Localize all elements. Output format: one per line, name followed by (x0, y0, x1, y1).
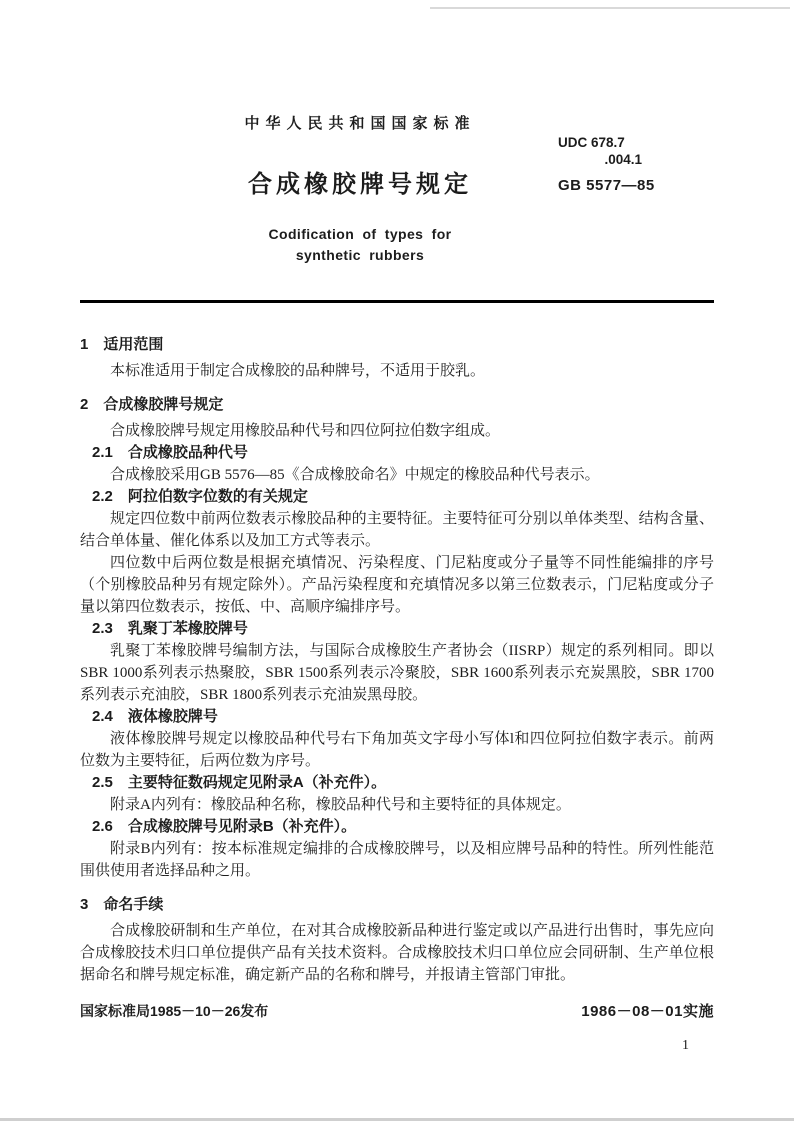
paragraph: 附录A内列有：橡胶品种名称，橡胶品种代号和主要特征的具体规定。 (110, 797, 571, 813)
udc-number-line2: .004.1 (604, 152, 642, 167)
paragraph: 规定四位数中前两位数表示橡胶品种的主要特征。主要特征可分别以单体类型、结构含量、结合单体量、催化体系以及加工方式等表示。 (80, 511, 714, 549)
section-heading: 2.2 阿拉伯数字位数的有关规定 (92, 488, 308, 505)
paragraph: 乳聚丁苯橡胶牌号编制方法，与国际合成橡胶生产者协会（IISRP）规定的系列相同。即以SBR 1000系列表示热聚胶，SBR 1500系列表示冷聚胶，SBR 1600系列表示充炭黑胶，SBR 1700系列表示充油胶，SBR 1800系列表示充油炭黑母胶。 (80, 643, 714, 703)
paragraph: 合成橡胶牌号规定用橡胶品种代号和四位阿拉伯数字组成。 (110, 423, 501, 439)
document-title-english-line2: synthetic rubbers (295, 247, 425, 263)
paragraph: 合成橡胶研制和生产单位，在对其合成橡胶新品种进行鉴定或以产品进行出售时，事先应向合成橡胶技术归口单位提供产品有关技术资料。合成橡胶技术归口单位应会同研制、生产单位根据命名和牌号规定标准，确定新产品的名称和牌号，并报请主管部门审批。 (80, 923, 714, 983)
paragraph: 四位数中后两位数是根据充填情况、污染程度、门尼粘度或分子量等不同性能编排的序号（个别橡胶品种另有规定除外）。产品污染程度和充填情况多以第三位数表示，门尼粘度或分子量以第四位数表示，按低、中、高顺序编排序号。 (80, 555, 714, 615)
section-heading: 2.3 乳聚丁苯橡胶牌号 (92, 620, 248, 637)
paragraph: 附录B内列有：按本标准规定编排的合成橡胶牌号，以及相应牌号品种的特性。所列性能范围供使用者选择品种之用。 (80, 841, 714, 879)
paragraph: 本标准适用于制定合成橡胶的品种牌号，不适用于胶乳。 (110, 363, 486, 379)
scan-artifact-top (430, 7, 790, 9)
section-heading: 2 合成橡胶牌号规定 (80, 396, 224, 413)
section-heading: 1 适用范围 (80, 336, 164, 353)
paragraph: 液体橡胶牌号规定以橡胶品种代号右下角加英文字母小写体l和四位阿拉伯数字表示。前两位数为主要特征，后两位数为序号。 (80, 731, 714, 769)
scan-artifact-bottom (0, 1118, 794, 1121)
section-heading: 2.6 合成橡胶牌号见附录B（补充件）。 (92, 818, 357, 835)
header-divider-rule (80, 300, 714, 303)
paragraph: 合成橡胶采用GB 5576—85《合成橡胶命名》中规定的橡胶品种代号表示。 (110, 467, 600, 483)
section-heading: 2.1 合成橡胶品种代号 (92, 444, 248, 461)
standard-label: 中华人民共和国国家标准 (244, 115, 476, 132)
section-heading: 3 命名手续 (80, 896, 164, 913)
implement-info: 1986－08－01实施 (581, 1003, 714, 1020)
section-heading: 2.4 液体橡胶牌号 (92, 708, 218, 725)
page-number: 1 (682, 1038, 689, 1053)
udc-number-line1: UDC 678.7 (558, 135, 625, 150)
section-heading: 2.5 主要特征数码规定见附录A（补充件）。 (92, 774, 387, 791)
document-body (80, 334, 714, 986)
document-title: 合成橡胶牌号规定 (248, 171, 472, 198)
document-title-english-line1: Codification of types for (268, 226, 452, 242)
standard-number: GB 5577—85 (558, 177, 655, 194)
document-footer (80, 1000, 714, 1021)
document-title-english (60, 224, 660, 266)
issue-info: 国家标准局1985－10－26发布 (80, 1003, 269, 1019)
